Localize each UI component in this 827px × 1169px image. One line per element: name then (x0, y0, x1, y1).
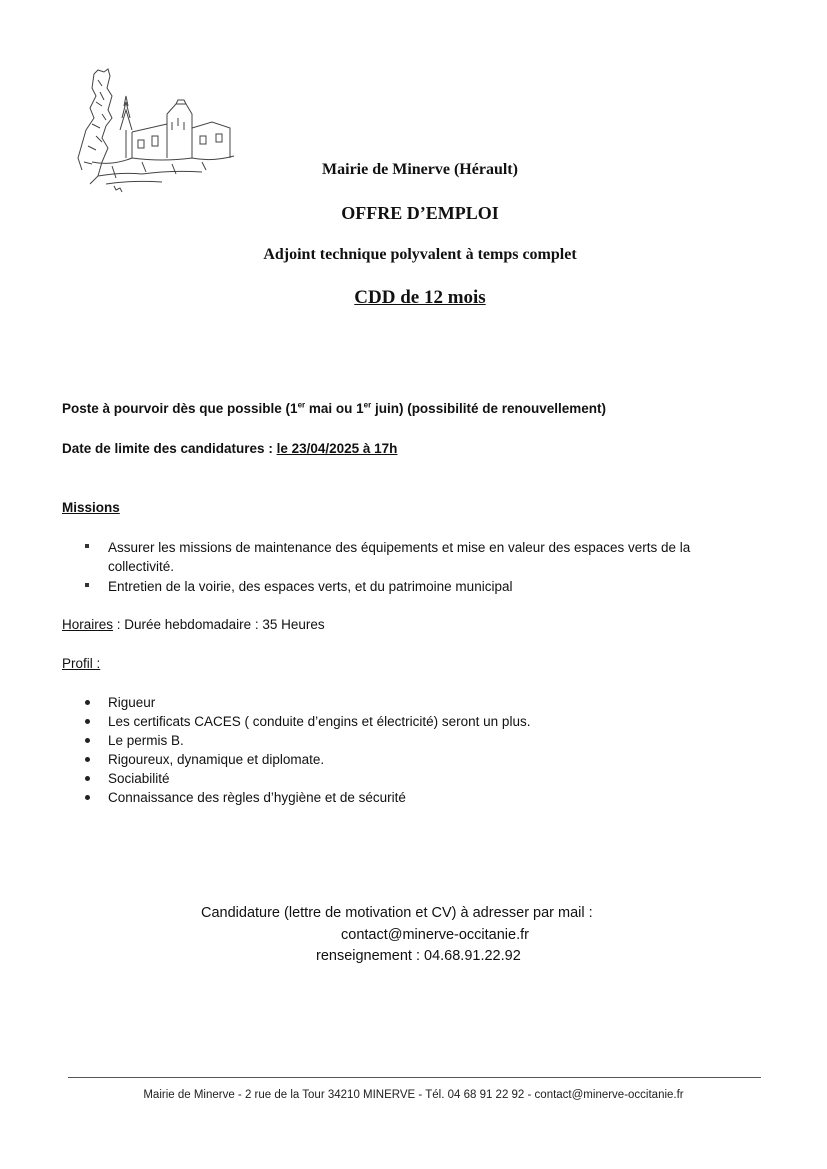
list-item (84, 750, 530, 769)
mission-text: Assurer les missions de maintenance des équipements et mise en valeur des espaces verts de la collectivité. (108, 540, 691, 574)
bullet-icon (85, 583, 89, 587)
list-item (84, 693, 530, 712)
cdd-label: CDD de 12 mois (354, 287, 486, 308)
poste-title: Adjoint technique polyvalent à temps complet (263, 246, 577, 263)
mairie-title: Mairie de Minerve (Hérault) (322, 161, 518, 178)
bullet-icon (85, 700, 90, 705)
contact-email[interactable]: contact@minerve-occitanie.fr (341, 927, 529, 943)
bullet-icon (85, 738, 90, 743)
horaires-label: Horaires (62, 617, 114, 632)
offre-title: OFFRE D’EMPLOI (341, 203, 499, 223)
horaires-line (62, 617, 325, 632)
mission-text: Entretien de la voirie, des espaces verts, et du patrimoine municipal (108, 579, 513, 594)
contact-line: Candidature (lettre de motivation et CV) à adresser par mail : (201, 905, 593, 921)
cdd-title (0, 287, 827, 309)
missions-heading: Missions (62, 500, 120, 515)
profil-text: Les certificats CACES ( conduite d’engins et électricité) seront un plus. (108, 714, 531, 729)
list-item (84, 712, 530, 731)
deadline-line (62, 441, 397, 456)
footer-divider (68, 1077, 761, 1078)
superscript-er: er (363, 400, 372, 410)
poste-mid: mai ou 1 (305, 401, 364, 416)
profil-list (84, 693, 530, 807)
profil-heading: Profil : (62, 656, 101, 671)
superscript-er: er (297, 400, 306, 410)
poste-prefix: Poste à pourvoir dès que possible (1 (62, 401, 298, 416)
profil-text: Rigueur (108, 695, 156, 710)
bullet-icon (85, 544, 89, 548)
deadline-value: le 23/04/2025 à 17h (276, 441, 398, 456)
profil-text: Le permis B. (108, 733, 184, 748)
contact-phone: renseignement : 04.68.91.22.92 (316, 948, 521, 964)
footer-text: Mairie de Minerve - 2 rue de la Tour 34210 MINERVE - Tél. 04 68 91 22 92 - contact@minerve-occitanie.fr (143, 1089, 684, 1101)
bullet-icon (85, 795, 90, 800)
bullet-icon (85, 719, 90, 724)
bullet-icon (85, 757, 90, 762)
list-item (84, 788, 530, 807)
list-item (84, 538, 748, 576)
poste-availability (62, 401, 606, 416)
profil-text: Connaissance des règles d’hygiène et de sécurité (108, 790, 406, 805)
list-item (84, 769, 530, 788)
profil-text: Rigoureux, dynamique et diplomate. (108, 752, 325, 767)
missions-list (84, 538, 748, 597)
list-item (84, 731, 530, 750)
poste-suffix: juin) (possibilité de renouvellement) (371, 401, 606, 416)
profil-text: Sociabilité (108, 771, 170, 786)
list-item (84, 577, 748, 596)
horaires-value: : Durée hebdomadaire : 35 Heures (113, 617, 325, 632)
bullet-icon (85, 776, 90, 781)
deadline-label: Date de limite des candidatures : (62, 441, 277, 456)
